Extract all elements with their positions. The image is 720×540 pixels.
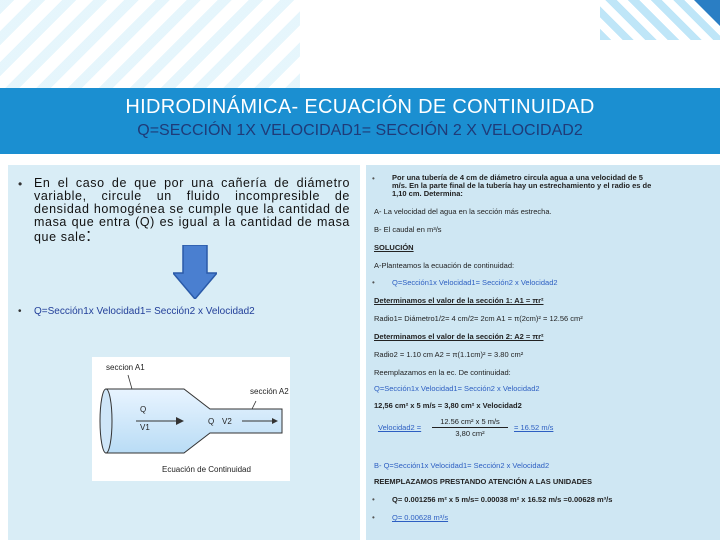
units-note: REEMPLAZAMOS PRESTANDO ATENCIÓN A LAS UNIDADES — [374, 477, 593, 486]
problem-line-2: m/s. En la parte final de la tubería hay un estrechamiento y el radio es de — [392, 181, 652, 190]
intro-body: En el caso de que por una cañería de diámetro variable, circule un fluido incompresible de densidad homogénea se cumple que la cantidad de masa que entra (Q) es igual a la cantidad de masa que sale — [34, 176, 350, 244]
slide-title: HIDRODINÁMICA- ECUACIÓN DE CONTINUIDAD — [125, 96, 595, 118]
label-v1: V1 — [140, 423, 150, 432]
bullet-marker: • — [372, 513, 375, 522]
label-section-a1: seccion A1 — [106, 363, 145, 372]
section1-heading: Determinamos el valor de la sección 1: A1 = πr² — [374, 296, 544, 305]
radius1-calc: Radio1= Diámetro1/2= 4 cm/2= 2cm A1 = π(2cm)² = 12.56 cm² — [374, 314, 583, 323]
problem-line-1: Por una tubería de 4 cm de diámetro circula agua a una velocidad de 5 — [392, 173, 643, 182]
slide-subtitle: Q=SECCIÓN 1X VELOCIDAD1= SECCIÓN 2 X VELOCIDAD2 — [137, 122, 583, 139]
decorative-pattern-left — [0, 0, 300, 88]
section2-heading: Determinamos el valor de la sección 2: A2 = πr² — [374, 332, 544, 341]
right-content-panel — [366, 165, 720, 540]
pipe-illustration — [92, 357, 290, 481]
decorative-top-band — [0, 0, 720, 88]
diagram-caption: Ecuación de Continuidad — [162, 465, 251, 474]
intro-colon: : — [86, 225, 92, 245]
equation-line-3: 12,56 cm² x 5 m/s = 3,80 cm² x Velocidad2 — [374, 401, 522, 410]
bullet-marker: • — [372, 278, 375, 287]
flow-result: Q= 0.00628 m³/s — [392, 513, 449, 522]
radius2-calc: Radio2 = 1.10 cm A2 = π(1.1cm)² = 3.80 cm² — [374, 350, 524, 359]
label-section-a2: sección A2 — [250, 387, 289, 396]
bullet-marker: • — [372, 495, 375, 504]
velocity-label: Velocidad2 = — [378, 423, 422, 432]
title-banner — [0, 88, 720, 154]
velocity-numerator: 12.56 cm² x 5 m/s — [440, 417, 500, 426]
part-a-question: A- La velocidad del agua en la sección más estrecha. — [374, 207, 552, 216]
velocity-denominator: 3,80 cm² — [455, 429, 485, 438]
part-b-question: B- El caudal en m³/s — [374, 225, 442, 234]
intro-text — [34, 177, 350, 244]
solution-heading: SOLUCIÓN — [374, 243, 414, 252]
continuity-formula: Q=Sección1x Velocidad1= Sección2 x Velocidad2 — [34, 306, 255, 317]
velocity-result: = 16.52 m/s — [514, 423, 554, 432]
fraction-bar — [432, 427, 508, 428]
problem-line-3: 1,10 cm. Determina: — [392, 189, 463, 198]
decorative-corner — [694, 0, 720, 26]
equation-line-2: Q=Sección1x Velocidad1= Sección2 x Velocidad2 — [374, 384, 540, 393]
down-arrow-icon — [173, 245, 217, 299]
label-v2: V2 — [222, 417, 232, 426]
equation-line-1: Q=Sección1x Velocidad1= Sección2 x Velocidad2 — [392, 278, 558, 287]
solution-step-a: A-Planteamos la ecuación de continuidad: — [374, 261, 515, 270]
flow-calculation: Q= 0.001256 m² x 5 m/s= 0.00038 m² x 16.52 m/s =0.00628 m³/s — [392, 495, 613, 504]
label-q1: Q — [140, 405, 147, 414]
replace-heading: Reemplazamos en la ec. De continuidad: — [374, 368, 511, 377]
continuity-diagram — [92, 357, 290, 481]
bullet-marker: • — [18, 177, 23, 191]
left-content-panel — [8, 165, 360, 540]
bullet-marker: • — [372, 174, 375, 183]
bullet-marker: • — [18, 306, 22, 317]
equation-line-b: B- Q=Sección1x Velocidad1= Sección2 x Velocidad2 — [374, 461, 550, 470]
label-q2: Q — [208, 417, 215, 426]
